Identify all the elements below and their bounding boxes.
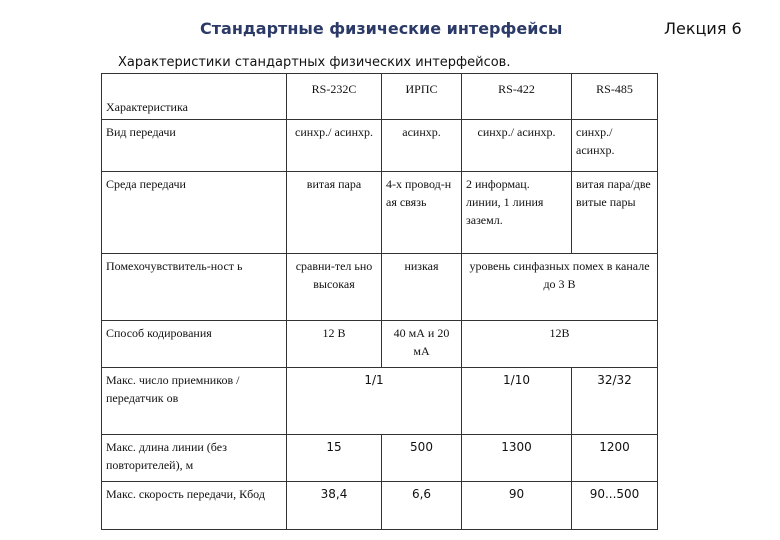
cell-rs485: 32/32 <box>572 368 658 435</box>
slide-title: Стандартные физические интерфейсы <box>200 19 563 38</box>
cell-irps: 6,6 <box>382 482 462 530</box>
cell-rs422-rs485: уровень синфазных помех в канале до 3 В <box>462 254 658 321</box>
cell-rs422: 90 <box>462 482 572 530</box>
table-row-noise <box>102 254 658 321</box>
header-rs422: RS-422 <box>462 74 572 120</box>
row-label: Помехочувствитель-ност ь <box>102 254 287 321</box>
table-caption: Характеристики стандартных физических интерфейсов. <box>118 55 511 70</box>
cell-irps: 500 <box>382 435 462 482</box>
row-label: Способ кодирования <box>102 321 287 368</box>
row-label: Макс. число приемников / передатчик ов <box>102 368 287 435</box>
cell-rs422: 1300 <box>462 435 572 482</box>
cell-rs232c-irps: 1/1 <box>287 368 462 435</box>
row-label: Среда передачи <box>102 172 287 254</box>
header-rs485: RS-485 <box>572 74 658 120</box>
table-row-receivers <box>102 368 658 435</box>
cell-rs232c: 12 В <box>287 321 382 368</box>
cell-irps: низкая <box>382 254 462 321</box>
header-characteristic: Характеристика <box>102 74 287 120</box>
cell-rs232c: 38,4 <box>287 482 382 530</box>
cell-rs422: 1/10 <box>462 368 572 435</box>
cell-irps: асинхр. <box>382 120 462 172</box>
cell-rs422-rs485: 12В <box>462 321 658 368</box>
cell-rs232c: 15 <box>287 435 382 482</box>
cell-rs485: 90...500 <box>572 482 658 530</box>
table-row-length <box>102 435 658 482</box>
cell-rs422: синхр./ асинхр. <box>462 120 572 172</box>
interfaces-table <box>101 73 658 530</box>
cell-rs232c: синхр./ асинхр. <box>287 120 382 172</box>
header-rs232c: RS-232C <box>287 74 382 120</box>
cell-rs422: 2 информац. линии, 1 линия заземл. <box>462 172 572 254</box>
cell-irps: 4-х провод-н ая связь <box>382 172 462 254</box>
table-row-transfer-type <box>102 120 658 172</box>
table-row-coding <box>102 321 658 368</box>
cell-irps: 40 мА и 20 мА <box>382 321 462 368</box>
cell-rs232c: сравни-тел ьно высокая <box>287 254 382 321</box>
table-header-row <box>102 74 658 120</box>
row-label: Макс. длина линии (без повторителей), м <box>102 435 287 482</box>
cell-rs485: витая пара/две витые пары <box>572 172 658 254</box>
cell-rs485: 1200 <box>572 435 658 482</box>
lecture-label: Лекция 6 <box>664 19 742 38</box>
header-irps: ИРПС <box>382 74 462 120</box>
cell-rs485: синхр./ асинхр. <box>572 120 658 172</box>
row-label: Макс. скорость передачи, Кбод <box>102 482 287 530</box>
table-row-speed <box>102 482 658 530</box>
cell-rs232c: витая пара <box>287 172 382 254</box>
table-row-medium <box>102 172 658 254</box>
row-label: Вид передачи <box>102 120 287 172</box>
